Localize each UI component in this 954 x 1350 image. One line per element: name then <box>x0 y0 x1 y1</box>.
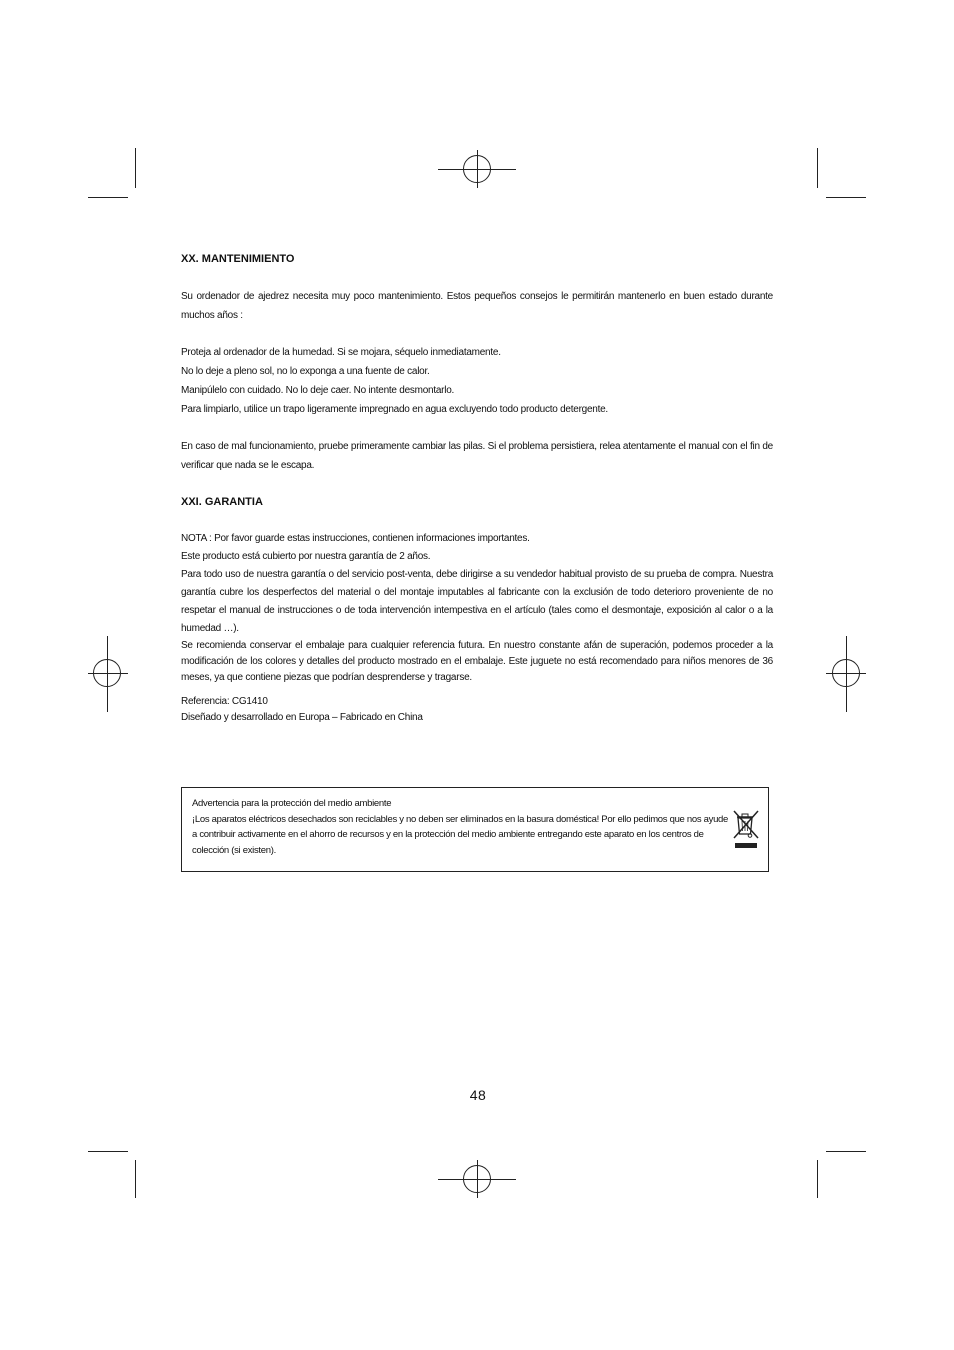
referencia: Referencia: CG1410 <box>181 696 268 707</box>
mantenimiento-intro: Su ordenador de ajedrez necesita muy poco mantenimiento. Estos pequeños consejos le permitirán mantenerlo en buen estado durante muchos años : <box>181 291 773 321</box>
crop-mark-top-left-horizontal <box>88 197 128 198</box>
garantia-nota: NOTA : Por favor guarde estas instrucciones, contienen informaciones importantes. <box>181 533 530 544</box>
crop-mark-bottom-right-vertical <box>817 1160 818 1198</box>
crop-mark-bottom-left-vertical <box>135 1160 136 1198</box>
diseno: Diseñado y desarrollado en Europa – Fabricado en China <box>181 712 423 723</box>
crop-mark-top-right-horizontal <box>826 197 866 198</box>
page-number: 48 <box>469 1087 487 1103</box>
mantenimiento-tip: Para limpiarlo, utilice un trapo ligeramente impregnado en agua excluyendo todo producto detergente. <box>181 404 608 415</box>
environment-notice-box <box>181 787 769 872</box>
crossed-out-wheelie-bin-icon <box>731 808 761 850</box>
environment-notice-title: Advertencia para la protección del medio ambiente <box>192 798 392 809</box>
garantia-embalaje: Se recomienda conservar el embalaje para cualquier referencia futura. En nuestro constante afán de superación, podemos proceder a la modificación de los colores y detalles del producto mostrado en el embalaje. Este juguete no está recomendado para niños menores de 36 meses, ya que contiene piezas que podrían desprenderse y tragarse. <box>181 640 773 683</box>
environment-notice-text <box>192 796 732 858</box>
mantenimiento-tip: No lo deje a pleno sol, no lo exponga a una fuente de calor. <box>181 366 430 377</box>
crop-mark-top-right-vertical <box>817 148 818 188</box>
garantia-uso: Para todo uso de nuestra garantía o del servicio post-venta, debe dirigirse a su vendedor habitual provisto de su prueba de compra. Nuestra garantía cubre los desperfectos del material o del montaje imputables al fabricante con la exclusión de todo deterioro proveniente de no respetar el manual de instrucciones o de toda intervención intempestiva en el artículo (tales como el desmontaje, exposición al calor o a la humedad …). <box>181 569 773 634</box>
heading-mantenimiento: XX. MANTENIMIENTO <box>181 253 295 265</box>
mantenimiento-tip: Manipúlelo con cuidado. No lo deje caer. No intente desmontarlo. <box>181 385 455 396</box>
mantenimiento-malfunction: En caso de mal funcionamiento, pruebe primeramente cambiar las pilas. Si el problema persistiera, relea atentamente el manual con el fin de verificar que nada se le escapa. <box>181 441 773 471</box>
document-body <box>181 250 773 726</box>
crop-mark-bottom-right-horizontal <box>826 1151 866 1152</box>
environment-notice-body: ¡Los aparatos eléctricos desechados son reciclables y no deben ser eliminados en la basura doméstica! Por ello pedimos que nos ayude a contribuir activamente en el ahorro de recursos y en la protección del medio ambiente entregando este aparato en los centros de colección (si existen). <box>192 813 729 856</box>
crop-mark-bottom-left-horizontal <box>88 1151 128 1152</box>
heading-garantia: XXI. GARANTIA <box>181 496 263 508</box>
crop-mark-top-left-vertical <box>135 148 136 188</box>
garantia-cubierto: Este producto está cubierto por nuestra garantía de 2 años. <box>181 551 431 562</box>
mantenimiento-tip: Proteja al ordenador de la humedad. Si se mojara, séquelo inmediatamente. <box>181 347 501 358</box>
